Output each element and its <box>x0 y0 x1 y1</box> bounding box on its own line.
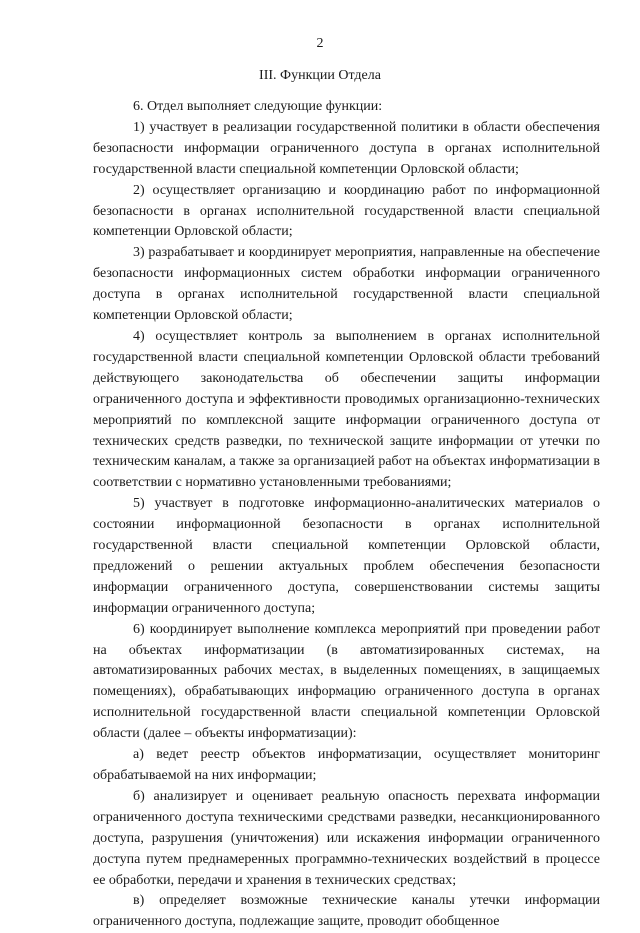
paragraph-subitem-b: б) анализирует и оценивает реальную опасность перехвата информации ограниченного доступа техническими средствами разведки, несанкционированного доступа, разрушения (уничтожения) или искажения информации ограниченного доступа путем преднамеренных программно-технических воздействий в процессе ее обработки, передачи и хранения в технических средствах; <box>93 788 600 888</box>
paragraph-item-3: 3) разрабатывает и координирует мероприятия, направленные на обеспечение безопасности информационных систем обработки информации ограниченного доступа в органах исполнительной государственной власти специальной компетенции Орловской области; <box>93 245 600 324</box>
paragraph-item-4: 4) осуществляет контроль за выполнением в органах исполнительной государственной власти специальной компетенции Орловской области требований действующего законодательства об обеспечении защиты информации ограниченного доступа и эффективности проводимых организационно-технических мероприятий по комплексной защите информации ограниченного доступа от технических средств разведки, по технической защите информации от утечки по техническим каналам, а также за организацией работ на объектах информатизации в соответствии с нормативно установленными требованиями; <box>93 328 600 491</box>
document-body <box>93 97 600 933</box>
paragraph-subitem-a: а) ведет реестр объектов информатизации, осуществляет мониторинг обрабатываемой на них информации; <box>93 747 600 783</box>
paragraph-item-2: 2) осуществляет организацию и координацию работ по информационной безопасности в органах исполнительной государственной власти специальной компетенции Орловской области; <box>93 182 600 240</box>
paragraph-subitem-v: в) определяет возможные технические каналы утечки информации ограниченного доступа, подлежащие защите, проводит обобщенное <box>93 893 600 930</box>
paragraph-item-6: 6) координирует выполнение комплекса мероприятий при проведении работ на объектах информатизации (в автоматизированных системах, на автоматизированных рабочих местах, в выделенных помещениях, в защищаемых помещениях), обрабатывающих информацию ограниченного доступа в органах исполнительной государственной власти специальной компетенции Орловской области (далее – объекты информатизации): <box>93 621 600 742</box>
paragraph-intro: 6. Отдел выполняет следующие функции: <box>133 99 383 114</box>
paragraph-item-5: 5) участвует в подготовке информационно-аналитических материалов о состоянии информационной безопасности в органах исполнительной государственной власти специальной компетенции Орловской области, предложений о решении актуальных проблем обеспечения безопасности информации ограниченного доступа, совершенствовании системы защиты информации ограниченного доступа; <box>93 496 600 616</box>
paragraph-item-1: 1) участвует в реализации государственной политики в области обеспечения безопасности информации ограниченного доступа в органах исполнительной государственной власти специальной компетенции Орловской области; <box>93 119 600 177</box>
section-title: III. Функции Отдела <box>259 68 381 83</box>
page-number: 2 <box>316 36 324 51</box>
